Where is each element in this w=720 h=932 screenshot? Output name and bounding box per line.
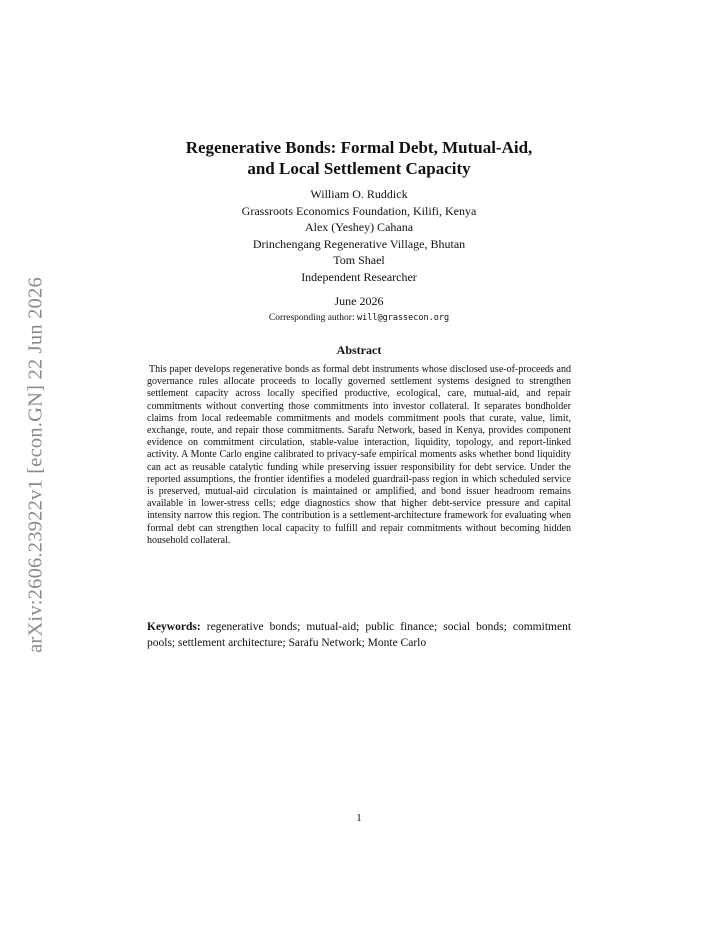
- paper-title: [147, 137, 571, 179]
- page-number: 1: [356, 812, 362, 824]
- author-name: William O. Ruddick: [310, 187, 408, 201]
- abstract-text: This paper develops regenerative bonds as formal debt instruments whose disclosed use-of-proceeds and governance rules allocate proceeds to locally governed settlement systems designed to strengthen settlement capacity across locally specified productive, ecological, care, mutual-aid, and repair commitments without converting those commitments into investor collateral. It separates bondholder claims from local redeemable commitments and models commitment pools that curate, value, limit, exchange, route, and repair those commitments. Sarafu Network, based in Kenya, provides component evidence on commitment circulation, stable-value interaction, liquidity, topology, and report-linked activity. A Monte Carlo engine calibrated to privacy-safe empirical moments asks whether bond liquidity can act as reusable catalytic funding while preserving issuer responsibility for debt service. Under the reported assumptions, the frontier identifies a modeled guardrail-pass region in which scheduled service is preserved, mutual-aid circulation is maintained or amplified, and bond issuer headroom remains available in lower-stress cells; edge diagnostics show that higher debt-service pressure and capital intensity narrow this region. The contribution is a settlement-architecture framework for evaluating when formal debt can strengthen local capacity to fulfill and repair commitments without becoming hidden household collateral.: [147, 364, 571, 546]
- author-affiliation: Drinchengang Regenerative Village, Bhutan: [252, 236, 466, 251]
- corresponding-author: [147, 313, 571, 323]
- title-line-1: Regenerative Bonds: Formal Debt, Mutual-Aid,: [185, 138, 533, 157]
- arxiv-identifier-stamp: arXiv:2606.23922v1 [econ.GN] 22 Jun 2026: [24, 277, 47, 653]
- author-block: [147, 186, 571, 285]
- author-affiliation: Independent Researcher: [301, 269, 417, 284]
- keywords-label: Keywords:: [147, 621, 201, 633]
- keywords-block: [147, 620, 571, 651]
- keywords-list: regenerative bonds; mutual-aid; public finance; social bonds; commitment pools; settlement architecture; Sarafu Network; Monte Carlo: [147, 621, 572, 649]
- corresponding-email[interactable]: will@grassecon.org: [357, 313, 450, 323]
- publication-date: June 2026: [334, 294, 384, 308]
- corresponding-label: Corresponding author:: [268, 313, 355, 323]
- author-name: Tom Shael: [333, 253, 385, 267]
- abstract-heading: Abstract: [336, 343, 382, 357]
- title-line-2: and Local Settlement Capacity: [247, 159, 471, 178]
- author-name: Alex (Yeshey) Cahana: [304, 220, 414, 234]
- author-affiliation: Grassroots Economics Foundation, Kilifi, Kenya: [241, 203, 477, 218]
